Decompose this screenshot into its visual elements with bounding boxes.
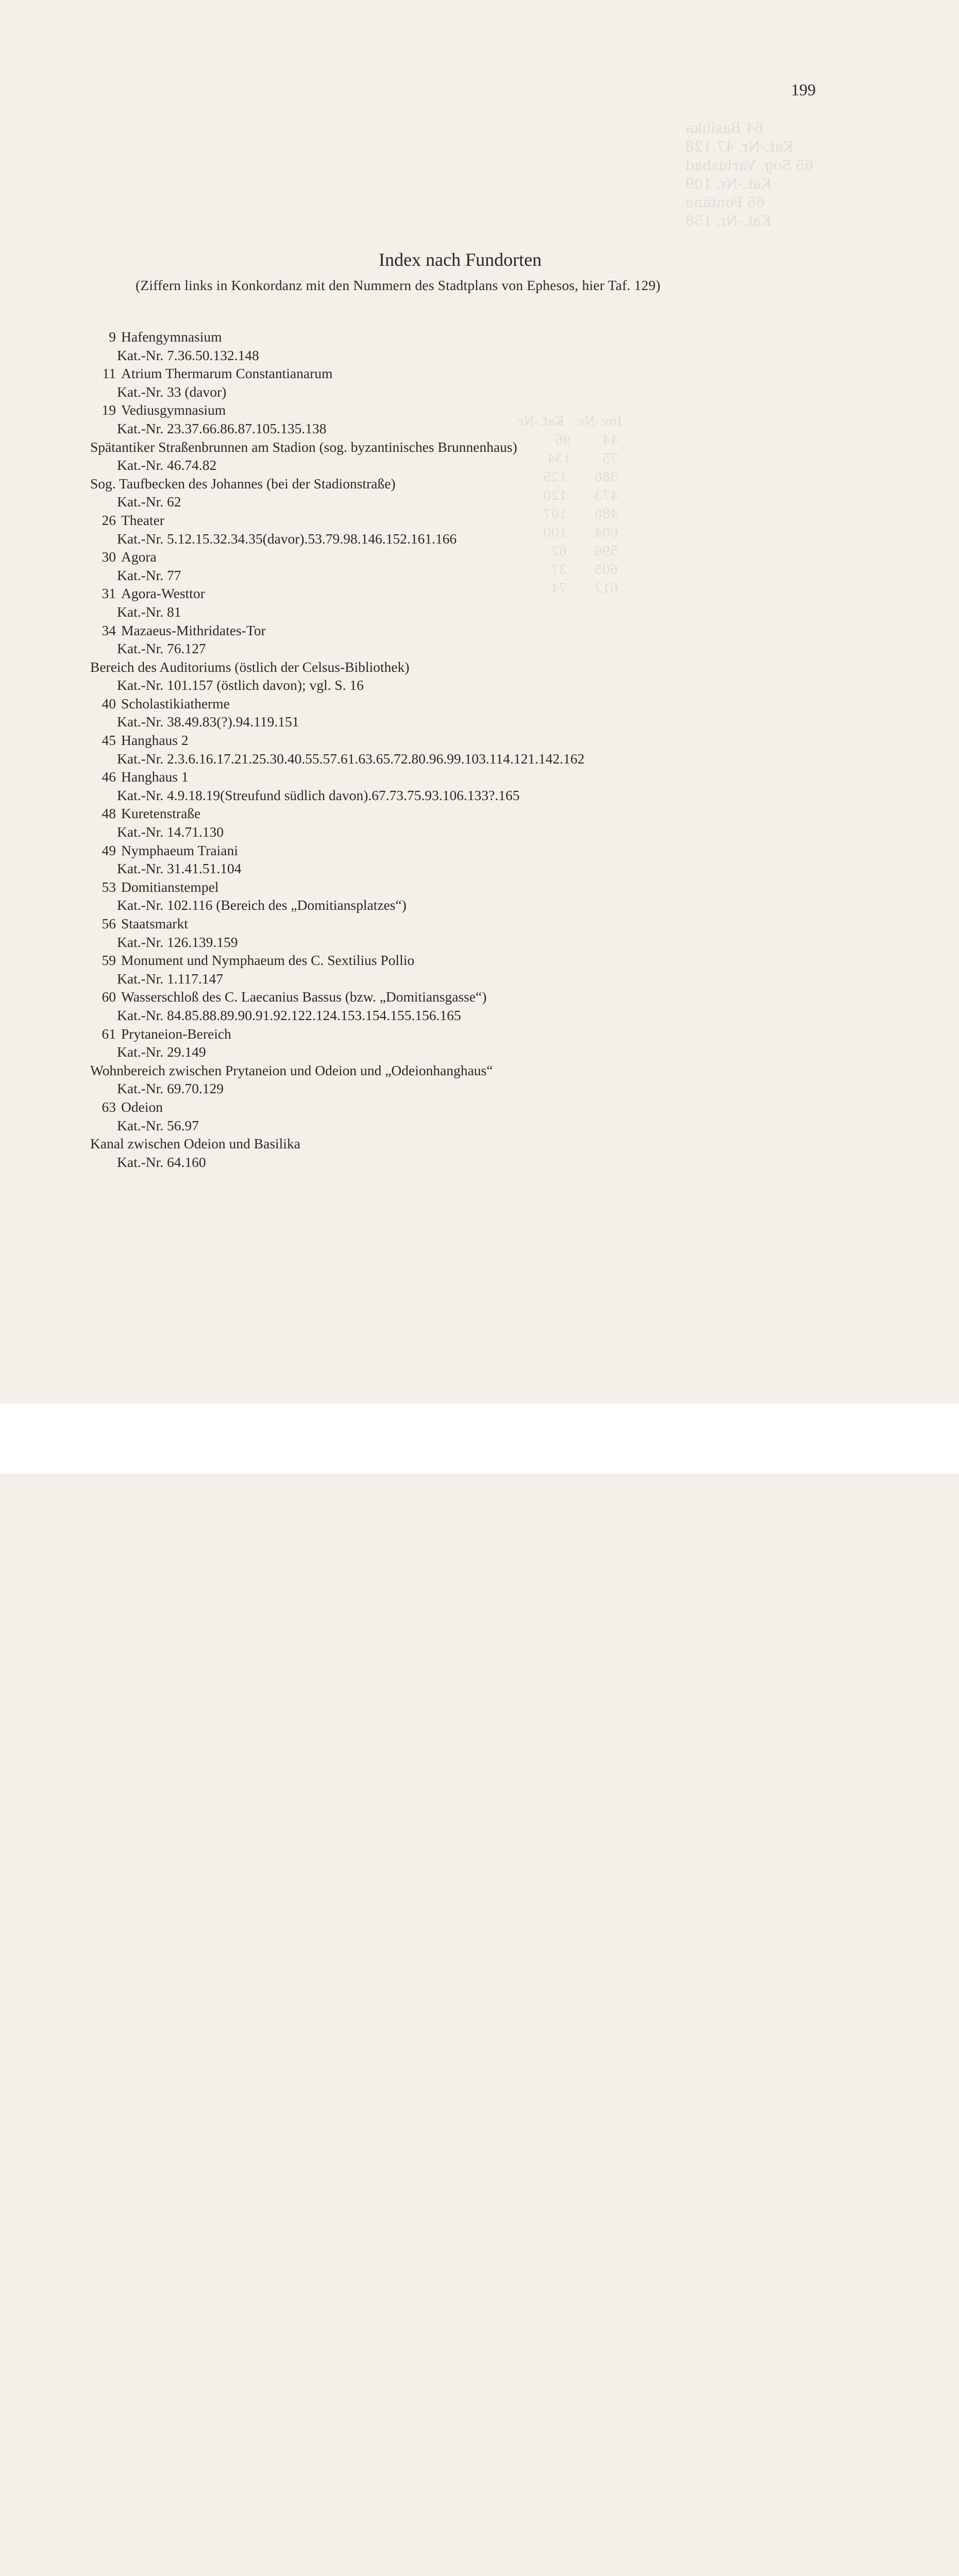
index-entry (89, 841, 862, 860)
catalogue-numbers: Kat.-Nr. 64.160 (117, 1154, 206, 1170)
site-number: 26 (102, 512, 116, 528)
site-number: 63 (102, 1098, 116, 1115)
site-number: 46 (102, 769, 116, 785)
site-name: Sog. Taufbecken des Johannes (bei der Stadionstraße) (90, 475, 396, 492)
catalogue-numbers: Kat.-Nr. 81 (117, 603, 181, 620)
index-entry (89, 694, 862, 713)
index-entry (89, 731, 862, 750)
catalogue-numbers: Kat.-Nr. 5.12.15.32.34.35(davor).53.79.98.146.152.161.166 (117, 530, 457, 547)
index-entry (89, 988, 862, 1006)
catalogue-numbers: Kat.-Nr. 77 (117, 567, 181, 583)
site-number: 49 (102, 842, 116, 858)
site-name: Agora (121, 549, 157, 565)
index-entry (89, 658, 862, 676)
catalogue-numbers: Kat.-Nr. 1.117.147 (117, 970, 223, 987)
catalogue-numbers: Kat.-Nr. 102.116 (Bereich des „Domitiansplatzes“) (117, 897, 407, 913)
site-name: Mazaeus-Mithridates-Tor (121, 622, 266, 638)
catalogue-numbers: Kat.-Nr. 38.49.83(?).94.119.151 (117, 714, 299, 730)
catalogue-numbers: Kat.-Nr. 62 (117, 494, 181, 510)
site-name: Monument und Nymphaeum des C. Sextilius Pollio (121, 952, 415, 969)
bleed-through-decoration: Inv.-Nr. Kat.-Nr. 44 96 75 134 386 125 473 120 480 107 604 100 596 62 605 37 612 74 (515, 414, 622, 596)
index-list (89, 328, 862, 1171)
index-entry (89, 1025, 862, 1043)
index-entry (89, 1134, 862, 1153)
site-name: Nymphaeum Traiani (121, 842, 238, 858)
catalogue-numbers: Kat.-Nr. 56.97 (117, 1117, 199, 1133)
index-entry (89, 878, 862, 896)
index-entry (89, 1061, 862, 1080)
index-entry (89, 768, 862, 786)
page-number: 199 (791, 80, 816, 99)
catalogue-numbers: Kat.-Nr. 46.74.82 (117, 457, 217, 473)
catalogue-numbers: Kat.-Nr. 14.71.130 (117, 824, 224, 840)
site-name: Theater (121, 512, 164, 528)
site-name: Wohnbereich zwischen Prytaneion und Odeion und „Odeionhanghaus“ (90, 1062, 493, 1078)
bleed-through-decoration: 64 Basilika Kat.-Nr. 47.128 65 Sog. Variusbad Kat.-Nr. 109 66 Fontäne Kat.-Nr. 158 (685, 121, 814, 229)
site-name: Staatsmarkt (121, 916, 188, 931)
site-number: 60 (102, 989, 116, 1005)
site-number: 30 (102, 549, 116, 565)
index-entry (89, 621, 862, 640)
site-name: Vediusgymnasium (121, 402, 226, 418)
site-number: 45 (102, 732, 116, 749)
catalogue-numbers: Kat.-Nr. 101.157 (östlich davon); vgl. S. 16 (117, 677, 364, 693)
site-name: Atrium Thermarum Constantianarum (121, 365, 333, 382)
site-name: Odeion (121, 1098, 163, 1115)
index-entry (89, 401, 862, 419)
index-entry (89, 804, 862, 823)
catalogue-numbers: Kat.-Nr. 33 (davor) (117, 383, 227, 400)
site-name: Bereich des Auditoriums (östlich der Celsus-Bibliothek) (90, 658, 410, 675)
index-entry (89, 1098, 862, 1116)
catalogue-numbers: Kat.-Nr. 23.37.66.86.87.105.135.138 (117, 420, 327, 436)
site-name: Agora-Westtor (121, 585, 205, 602)
index-entry (89, 914, 862, 933)
catalogue-numbers: Kat.-Nr. 7.36.50.132.148 (117, 347, 259, 363)
site-number: 59 (102, 952, 116, 969)
site-number: 48 (102, 805, 116, 822)
site-number: 53 (102, 878, 116, 895)
index-entry (89, 511, 862, 530)
catalogue-numbers: Kat.-Nr. 29.149 (117, 1044, 206, 1060)
site-name: Hanghaus 2 (121, 732, 189, 749)
catalogue-numbers: Kat.-Nr. 2.3.6.16.17.21.25.30.40.55.57.61.63.65.72.80.96.99.103.114.121.142.162 (117, 750, 585, 767)
site-name: Spätantiker Straßenbrunnen am Stadion (sog. byzantinisches Brunnenhaus) (90, 438, 517, 455)
site-name: Hanghaus 1 (121, 769, 189, 785)
index-entry (89, 328, 862, 346)
site-name: Hafengymnasium (121, 329, 222, 345)
index-entry (89, 474, 862, 493)
page-title: Index nach Fundorten (379, 249, 542, 270)
site-number: 34 (102, 622, 116, 638)
site-number: 56 (102, 916, 116, 931)
page-subtitle: (Ziffern links in Konkordanz mit den Nummern des Stadtplans von Ephesos, hier Taf. 129) (136, 277, 661, 293)
index-entry (89, 364, 862, 383)
catalogue-numbers: Kat.-Nr. 4.9.18.19(Streufund südlich davon).67.73.75.93.106.133?.165 (117, 787, 520, 803)
catalogue-numbers: Kat.-Nr. 76.127 (117, 640, 206, 657)
site-name: Scholastikiatherme (121, 695, 230, 711)
index-entry (89, 548, 862, 566)
index-entry (89, 584, 862, 603)
site-number: 40 (102, 695, 116, 711)
index-entry (89, 951, 862, 970)
catalogue-numbers: Kat.-Nr. 31.41.51.104 (117, 860, 242, 877)
catalogue-numbers: Kat.-Nr. 84.85.88.89.90.91.92.122.124.153.154.155.156.165 (117, 1007, 461, 1023)
site-name: Prytaneion-Bereich (121, 1025, 231, 1042)
catalogue-numbers: Kat.-Nr. 126.139.159 (117, 934, 238, 950)
site-number: 11 (102, 365, 116, 382)
site-number: 31 (102, 585, 116, 602)
site-name: Kuretenstraße (121, 805, 201, 822)
site-number: 61 (102, 1025, 116, 1042)
index-entry (89, 438, 862, 456)
footer-bar (0, 1404, 959, 1473)
site-name: Domitianstempel (121, 878, 219, 895)
site-name: Wasserschloß des C. Laecanius Bassus (bzw. „Domitiansgasse“) (121, 989, 487, 1005)
site-name: Kanal zwischen Odeion und Basilika (90, 1136, 300, 1152)
site-number: 19 (102, 402, 116, 418)
catalogue-numbers: Kat.-Nr. 69.70.129 (117, 1080, 224, 1097)
site-number: 9 (109, 329, 116, 345)
